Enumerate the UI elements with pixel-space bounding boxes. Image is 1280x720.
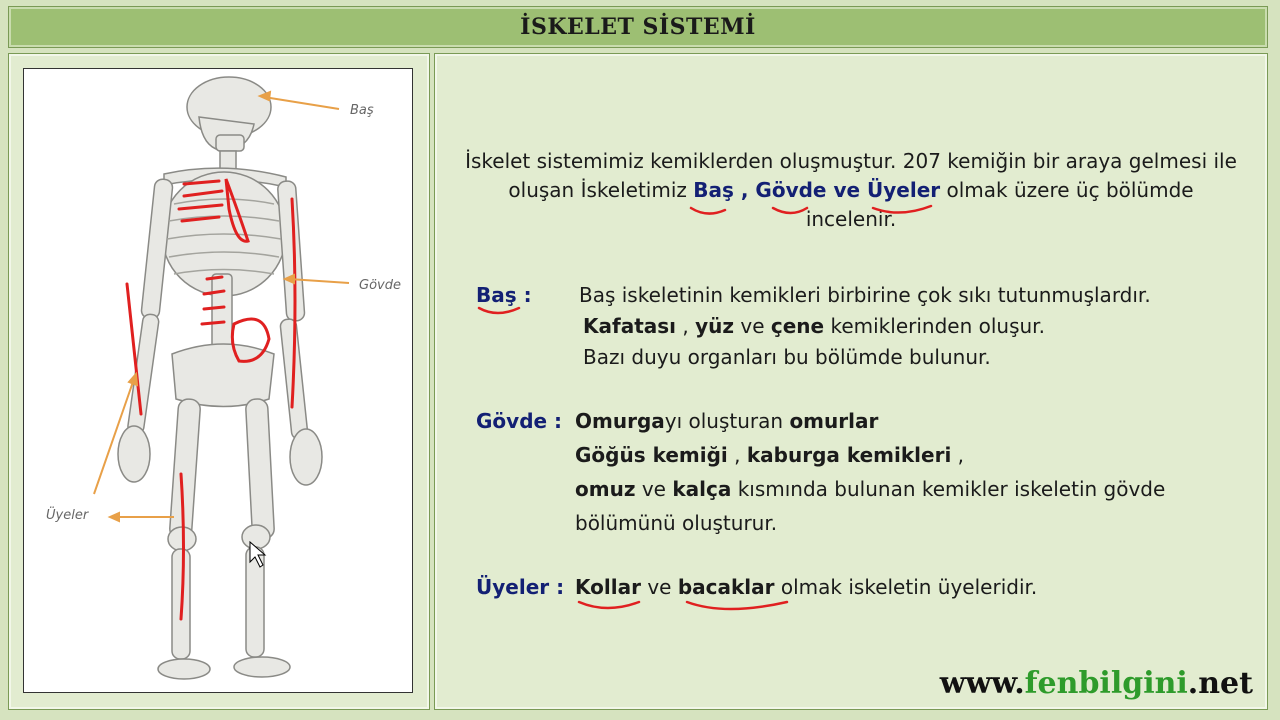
bas-line-2: Kafatası , yüz ve çene kemiklerinden oluşur. <box>583 314 1045 338</box>
intro-line-1: İskelet sistemimiz kemiklerden oluşmuştur. 207 kemiğin bir araya gelmesi ile <box>465 149 1237 173</box>
bas-underline <box>475 304 535 318</box>
figure-panel <box>8 53 430 710</box>
title-bar <box>8 6 1268 48</box>
section-label-govde: Gövde : <box>476 409 563 433</box>
uyeler-underlines <box>575 596 795 614</box>
govde-line-2: Göğüs kemiği , kaburga kemikleri , <box>575 443 965 467</box>
keyword-govde-uyeler: Gövde ve Üyeler <box>755 178 941 202</box>
govde-line-3: omuz ve kalça kısmında bulunan kemikler iskeletin gövde <box>575 477 1166 501</box>
keyword-bas: Baş <box>693 178 734 202</box>
govde-line-1: Omurgayı oluşturan omurlar <box>575 409 879 433</box>
bas-line-1: Baş iskeletinin kemikleri birbirine çok sıkı tutunmuşlardır. <box>579 283 1151 307</box>
intro-line-2: oluşan İskeletimiz Baş , Gövde ve Üyeler olmak üzere üç bölümde <box>508 178 1194 202</box>
intro-underlines <box>685 202 945 220</box>
section-label-bas: Baş : <box>476 283 532 307</box>
uyeler-line: Kollar ve bacaklar olmak iskeletin üyeleridir. <box>575 575 1038 599</box>
section-label-uyeler: Üyeler : <box>476 575 565 599</box>
skeleton-figure <box>23 68 413 693</box>
label-bas: Baş <box>350 103 374 118</box>
label-uyeler: Üyeler <box>46 508 89 523</box>
govde-line-4: bölümünü oluşturur. <box>575 511 778 535</box>
skeleton-illustration <box>24 69 412 692</box>
page-title: İSKELET SİSTEMİ <box>520 14 756 40</box>
label-govde: Gövde <box>359 278 401 293</box>
intro-line-3: incelenir. <box>805 207 897 231</box>
site-logo: www.fenbilgini.net <box>939 666 1253 701</box>
bas-line-3: Bazı duyu organları bu bölümde bulunur. <box>583 345 991 369</box>
content-panel <box>434 53 1268 710</box>
